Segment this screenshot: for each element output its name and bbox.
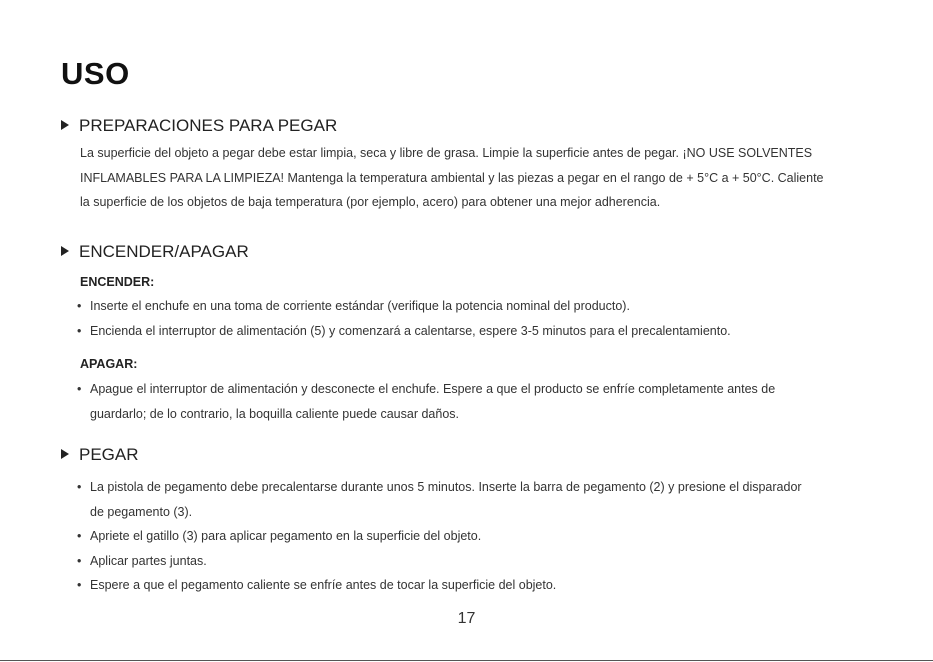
paragraph-line: la superficie de los objetos de baja temperatura (por ejemplo, acero) para obtener una mejor adherencia.	[80, 195, 661, 209]
encender-subheading: ENCENDER:	[80, 275, 155, 289]
list-item-line: Apague el interruptor de alimentación y desconecte el enchufe. Espere a que el producto se enfríe completamente antes de	[90, 382, 776, 396]
list-item-line: Espere a que el pegamento caliente se enfríe antes de tocar la superficie del objeto.	[90, 578, 557, 592]
pegar-list	[76, 475, 896, 598]
list-item	[76, 377, 896, 426]
bottom-divider	[0, 660, 933, 661]
list-item-line: guardarlo; de lo contrario, la boquilla caliente puede causar daños.	[90, 406, 459, 421]
section-heading-label: PEGAR	[79, 445, 139, 464]
section-heading-label: ENCENDER/APAGAR	[79, 242, 249, 261]
bullet-dot-icon: •	[77, 480, 82, 494]
bullet-dot-icon: •	[77, 382, 82, 396]
list-item-line: Encienda el interruptor de alimentación (5) y comenzará a calentarse, espere 3-5 minutos para el precalentamiento.	[90, 323, 731, 338]
bullet-dot-icon: •	[77, 578, 82, 592]
section-heading-preparaciones	[61, 116, 337, 136]
list-item	[76, 573, 896, 598]
bullet-dot-icon: •	[77, 323, 82, 338]
list-item-line: Apriete el gatillo (3) para aplicar pegamento en la superficie del objeto.	[90, 529, 482, 543]
bullet-dot-icon: •	[77, 553, 82, 568]
paragraph-line: La superficie del objeto a pegar debe estar limpia, seca y libre de grasa. Limpie la superficie antes de pegar. ¡NO USE SOLVENTES	[80, 146, 813, 160]
bullet-dot-icon: •	[77, 299, 82, 313]
triangle-bullet-icon	[61, 120, 69, 130]
list-item-line: Aplicar partes juntas.	[90, 553, 207, 568]
list-item	[76, 475, 896, 524]
triangle-bullet-icon	[61, 246, 69, 256]
paragraph-line: INFLAMABLES PARA LA LIMPIEZA! Mantenga la temperatura ambiental y las piezas a pegar en el rango de + 5°C a + 50°C. Caliente	[80, 170, 824, 185]
list-item-line: de pegamento (3).	[90, 504, 193, 519]
list-item	[76, 319, 896, 344]
section-heading-label: PREPARACIONES PARA PEGAR	[79, 116, 338, 135]
list-item	[76, 294, 896, 319]
section-heading-encender-apagar	[61, 242, 249, 262]
preparaciones-paragraph	[80, 141, 880, 215]
bullet-dot-icon: •	[77, 529, 82, 543]
page-title: USO	[61, 56, 130, 91]
section-heading-pegar	[61, 445, 139, 465]
encender-list	[76, 294, 896, 343]
apagar-list	[76, 377, 896, 426]
page-number: 17	[457, 610, 476, 627]
list-item-line: La pistola de pegamento debe precalentarse durante unos 5 minutos. Inserte la barra de pegamento (2) y presione el disparador	[90, 480, 802, 494]
triangle-bullet-icon	[61, 449, 69, 459]
apagar-subheading: APAGAR:	[80, 357, 138, 371]
list-item-line: Inserte el enchufe en una toma de corriente estándar (verifique la potencia nominal del producto).	[90, 299, 630, 313]
list-item	[76, 549, 896, 574]
list-item	[76, 524, 896, 549]
